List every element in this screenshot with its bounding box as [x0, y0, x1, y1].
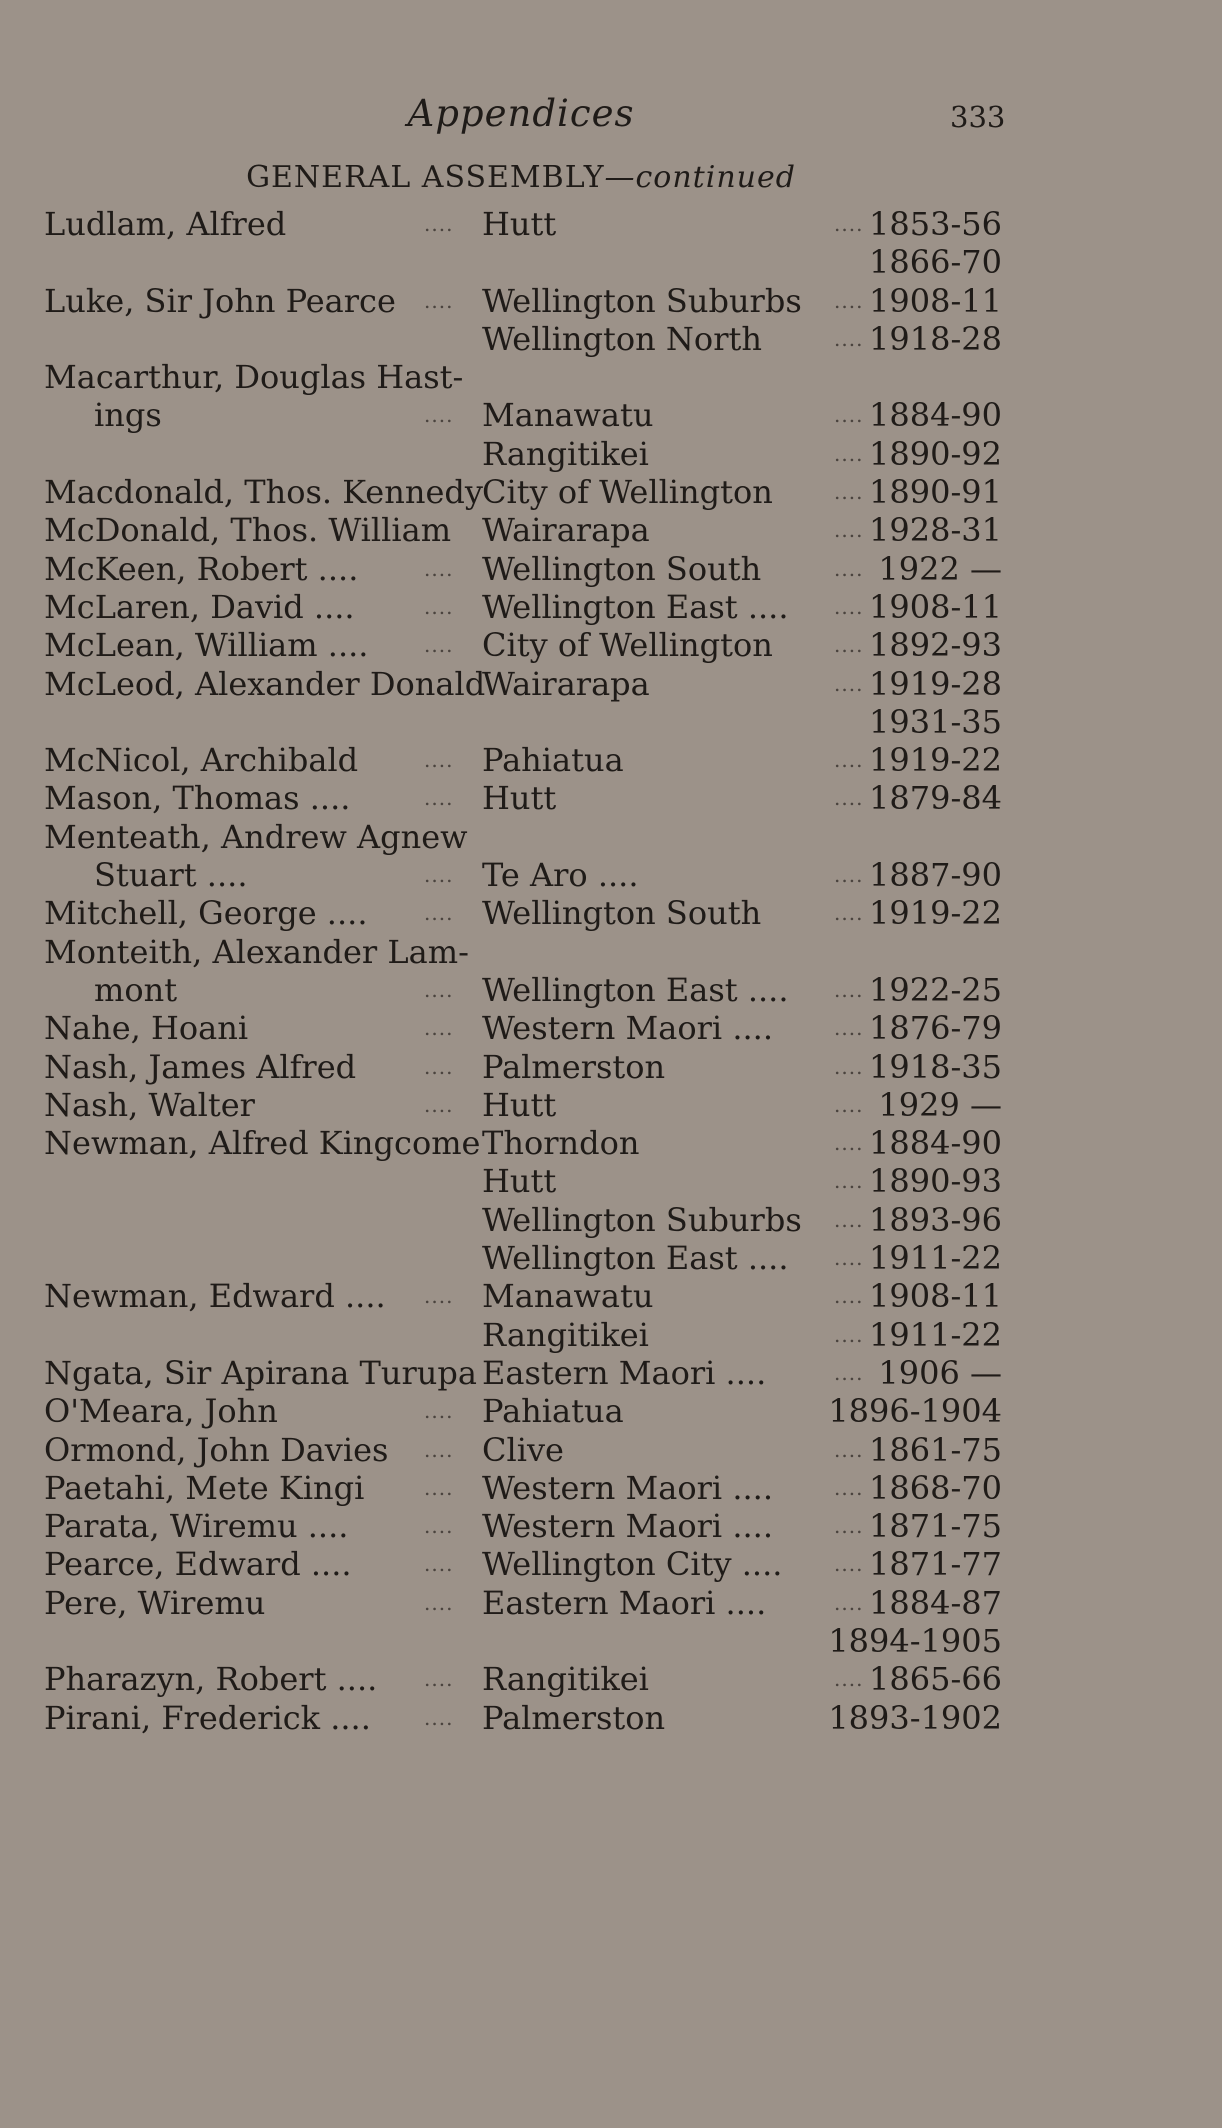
dot-leader: ....	[424, 1667, 454, 1692]
dot-leader: ....	[424, 1399, 454, 1424]
dot-leader: ....	[424, 863, 454, 888]
dot-leader: ....	[834, 901, 864, 926]
dot-leader: ....	[834, 748, 864, 773]
table-row	[44, 1622, 1014, 1660]
dot-leader: ....	[424, 1016, 454, 1041]
years-served: 1911-22	[869, 1239, 1002, 1278]
dot-leader: ....	[834, 1667, 864, 1692]
dot-leader: ....	[424, 1552, 454, 1577]
years-served: 1861-75	[869, 1430, 1002, 1469]
years-served: 1922-25	[869, 970, 1002, 1009]
member-name: Paetahi, Mete Kingi	[44, 1468, 365, 1507]
member-name: McKeen, Robert ....	[44, 549, 359, 588]
electorate: Wairarapa	[482, 511, 650, 550]
electorate: Wellington North	[482, 319, 762, 358]
years-served: 1928-31	[869, 511, 1002, 550]
table-row	[44, 1086, 1014, 1124]
table-row	[44, 396, 1014, 434]
member-name: McLean, William ....	[44, 626, 369, 665]
years-served: 1868-70	[869, 1468, 1002, 1507]
years-served: 1908-11	[869, 587, 1002, 626]
dot-leader: ....	[834, 1131, 864, 1156]
dot-leader: ....	[424, 1092, 454, 1117]
member-name: Macarthur, Douglas Hast-	[44, 358, 464, 397]
dot-leader: ....	[424, 1437, 454, 1462]
electorate: Wellington South	[482, 549, 762, 588]
years-served: 1911-22	[869, 1315, 1002, 1354]
dot-leader: ....	[834, 480, 864, 505]
dot-leader: ....	[834, 1475, 864, 1500]
table-row	[44, 1507, 1014, 1545]
table-row	[44, 243, 1014, 281]
dot-leader: ....	[424, 786, 454, 811]
years-served: 1931-35	[869, 702, 1002, 741]
dot-leader: ....	[834, 1514, 864, 1539]
section-title-continued: —continued	[604, 160, 796, 195]
member-name: Mitchell, George ....	[44, 894, 368, 933]
table-row	[44, 626, 1014, 664]
dot-leader: ....	[424, 288, 454, 313]
table-row	[44, 1239, 1014, 1277]
table-row	[44, 473, 1014, 511]
dot-leader: ....	[834, 212, 864, 236]
dot-leader: ....	[834, 326, 864, 351]
member-name: Nahe, Hoani	[44, 1009, 249, 1048]
member-name: Stuart ....	[94, 856, 248, 895]
table-row	[44, 933, 1014, 971]
table-row	[44, 1316, 1014, 1354]
electorate: Wellington South	[482, 894, 762, 933]
years-served: 1908-11	[869, 281, 1002, 320]
table-row	[44, 320, 1014, 358]
electorate: Wellington Suburbs	[482, 1200, 802, 1239]
member-name: Pirani, Frederick ....	[44, 1698, 371, 1737]
dot-leader: ....	[834, 1207, 864, 1232]
member-name: McNicol, Archibald	[44, 741, 359, 780]
dot-leader: ....	[834, 594, 864, 619]
member-name: Ludlam, Alfred	[44, 205, 287, 243]
table-row	[44, 1469, 1014, 1507]
dot-leader: ....	[424, 1475, 454, 1500]
table-row	[44, 205, 1014, 243]
table-row	[44, 1277, 1014, 1315]
years-served: 1919-28	[869, 664, 1002, 703]
member-name: Pharazyn, Robert ....	[44, 1660, 378, 1699]
dot-leader: ....	[834, 671, 864, 696]
member-name: McLeod, Alexander Donald	[44, 664, 486, 703]
member-name: McLaren, David ....	[44, 587, 355, 626]
electorate: Eastern Maori ....	[482, 1583, 767, 1622]
dot-leader: ....	[834, 556, 864, 581]
table-row	[44, 1009, 1014, 1047]
electorate: Hutt	[482, 1085, 557, 1124]
dot-leader: ....	[424, 633, 454, 658]
years-served: 1884-90	[869, 1124, 1002, 1163]
dot-leader: ....	[424, 1054, 454, 1079]
dot-leader: ....	[834, 1054, 864, 1079]
dot-leader: ....	[834, 1360, 864, 1385]
table-row	[44, 550, 1014, 588]
dot-leader: ....	[424, 1514, 454, 1539]
member-name: Ormond, John Davies	[44, 1430, 389, 1469]
table-row	[44, 1354, 1014, 1392]
electorate: Rangitikei	[482, 434, 649, 473]
electorate: Hutt	[482, 1162, 557, 1201]
electorate: Eastern Maori ....	[482, 1353, 767, 1392]
dot-leader: ....	[424, 1590, 454, 1615]
years-served: 1884-87	[869, 1583, 1002, 1622]
electorate: Rangitikei	[482, 1315, 649, 1354]
dot-leader: ....	[834, 1437, 864, 1462]
table-row	[44, 1162, 1014, 1200]
member-name: Newman, Alfred Kingcome	[44, 1124, 481, 1163]
dot-leader: ....	[424, 556, 454, 581]
member-name: Menteath, Andrew Agnew	[44, 817, 468, 856]
dot-leader: ....	[834, 403, 864, 428]
electorate: Wellington East ....	[482, 970, 789, 1009]
dot-leader: ....	[424, 901, 454, 926]
dot-leader: ....	[834, 633, 864, 658]
years-served: 1890-91	[869, 473, 1002, 512]
members-table	[44, 205, 1014, 1737]
dot-leader: ....	[834, 518, 864, 543]
member-name: Mason, Thomas ....	[44, 779, 351, 818]
years-served: 1919-22	[869, 741, 1002, 780]
member-name: McDonald, Thos. William	[44, 511, 452, 550]
dot-leader: ....	[834, 1092, 864, 1117]
table-row	[44, 741, 1014, 779]
dot-leader: ....	[834, 977, 864, 1002]
table-row	[44, 358, 1014, 396]
dot-leader: ....	[834, 1246, 864, 1271]
dot-leader: ....	[424, 1705, 454, 1730]
electorate: City of Wellington	[482, 473, 773, 512]
section-title-main: GENERAL ASSEMBLY	[246, 160, 605, 195]
years-served: 1871-77	[869, 1545, 1002, 1584]
table-row	[44, 1124, 1014, 1162]
dot-leader: ....	[834, 288, 864, 313]
dot-leader: ....	[834, 786, 864, 811]
member-name: Monteith, Alexander Lam-	[44, 932, 469, 971]
dot-leader: ....	[834, 1590, 864, 1615]
dot-leader: ....	[834, 1284, 864, 1309]
table-row	[44, 779, 1014, 817]
table-row	[44, 1048, 1014, 1086]
table-row	[44, 971, 1014, 1009]
electorate: Wellington East ....	[482, 587, 789, 626]
dot-leader: ....	[424, 748, 454, 773]
member-name: O'Meara, John	[44, 1392, 278, 1431]
table-row	[44, 282, 1014, 320]
page-number: 333	[950, 100, 1006, 134]
years-served: 1893-1902	[828, 1698, 1002, 1737]
electorate: Pahiatua	[482, 741, 624, 780]
table-row	[44, 1392, 1014, 1430]
years-served: 1879-84	[869, 779, 1002, 818]
years-served: 1922 —	[878, 549, 1002, 588]
member-name: Luke, Sir John Pearce	[44, 281, 396, 320]
dot-leader: ....	[424, 212, 454, 236]
years-served: 1853-56	[869, 205, 1002, 243]
years-served: 1908-11	[869, 1277, 1002, 1316]
years-served: 1893-96	[869, 1200, 1002, 1239]
electorate: Wellington East ....	[482, 1239, 789, 1278]
member-name: ings	[94, 396, 162, 435]
table-row	[44, 894, 1014, 932]
electorate: Hutt	[482, 205, 557, 243]
table-row	[44, 1431, 1014, 1469]
member-name: Nash, James Alfred	[44, 1047, 357, 1086]
electorate: Western Maori ....	[482, 1468, 774, 1507]
member-name: Pere, Wiremu	[44, 1583, 266, 1622]
years-served: 1894-1905	[828, 1621, 1002, 1660]
electorate: City of Wellington	[482, 626, 773, 665]
table-row	[44, 588, 1014, 626]
dot-leader: ....	[834, 1322, 864, 1347]
dot-leader: ....	[834, 1016, 864, 1041]
years-served: 1871-75	[869, 1507, 1002, 1546]
years-served: 1918-28	[869, 319, 1002, 358]
table-row	[44, 856, 1014, 894]
electorate: Thorndon	[482, 1124, 640, 1163]
years-served: 1890-93	[869, 1162, 1002, 1201]
electorate: Western Maori ....	[482, 1009, 774, 1048]
electorate: Western Maori ....	[482, 1507, 774, 1546]
years-served: 1876-79	[869, 1009, 1002, 1048]
years-served: 1906 —	[878, 1353, 1002, 1392]
table-row	[44, 703, 1014, 741]
table-row	[44, 818, 1014, 856]
years-served: 1918-35	[869, 1047, 1002, 1086]
table-row	[44, 435, 1014, 473]
electorate: Clive	[482, 1430, 564, 1469]
table-row	[44, 1545, 1014, 1583]
table-row	[44, 1660, 1014, 1698]
dot-leader: ....	[424, 403, 454, 428]
member-name: Pearce, Edward ....	[44, 1545, 352, 1584]
electorate: Manawatu	[482, 1277, 654, 1316]
member-name: Newman, Edward ....	[44, 1277, 386, 1316]
years-served: 1892-93	[869, 626, 1002, 665]
electorate: Rangitikei	[482, 1660, 649, 1699]
table-row	[44, 1201, 1014, 1239]
running-head: Appendices	[407, 92, 635, 135]
electorate: Pahiatua	[482, 1392, 624, 1431]
electorate: Wellington City ....	[482, 1545, 783, 1584]
table-row	[44, 1584, 1014, 1622]
electorate: Palmerston	[482, 1698, 666, 1737]
dot-leader: ....	[834, 1552, 864, 1577]
electorate: Manawatu	[482, 396, 654, 435]
electorate: Wellington Suburbs	[482, 281, 802, 320]
years-served: 1865-66	[869, 1660, 1002, 1699]
member-name: Parata, Wiremu ....	[44, 1507, 349, 1546]
years-served: 1919-22	[869, 894, 1002, 933]
table-row	[44, 665, 1014, 703]
table-row	[44, 511, 1014, 549]
member-name: Ngata, Sir Apirana Turupa	[44, 1353, 477, 1392]
dot-leader: ....	[424, 1284, 454, 1309]
years-served: 1887-90	[869, 856, 1002, 895]
years-served: 1896-1904	[828, 1392, 1002, 1431]
dot-leader: ....	[424, 977, 454, 1002]
electorate: Te Aro ....	[482, 856, 639, 895]
member-name: Macdonald, Thos. Kennedy	[44, 473, 483, 512]
electorate: Palmerston	[482, 1047, 666, 1086]
years-served: 1929 —	[878, 1085, 1002, 1124]
member-name: Nash, Walter	[44, 1085, 255, 1124]
years-served: 1884-90	[869, 396, 1002, 435]
member-name: mont	[94, 970, 178, 1009]
years-served: 1866-70	[869, 243, 1002, 282]
electorate: Wairarapa	[482, 664, 650, 703]
dot-leader: ....	[834, 1169, 864, 1194]
dot-leader: ....	[834, 441, 864, 466]
dot-leader: ....	[424, 594, 454, 619]
table-row	[44, 1699, 1014, 1737]
section-title	[0, 160, 1042, 195]
electorate: Hutt	[482, 779, 557, 818]
years-served: 1890-92	[869, 434, 1002, 473]
dot-leader: ....	[834, 863, 864, 888]
